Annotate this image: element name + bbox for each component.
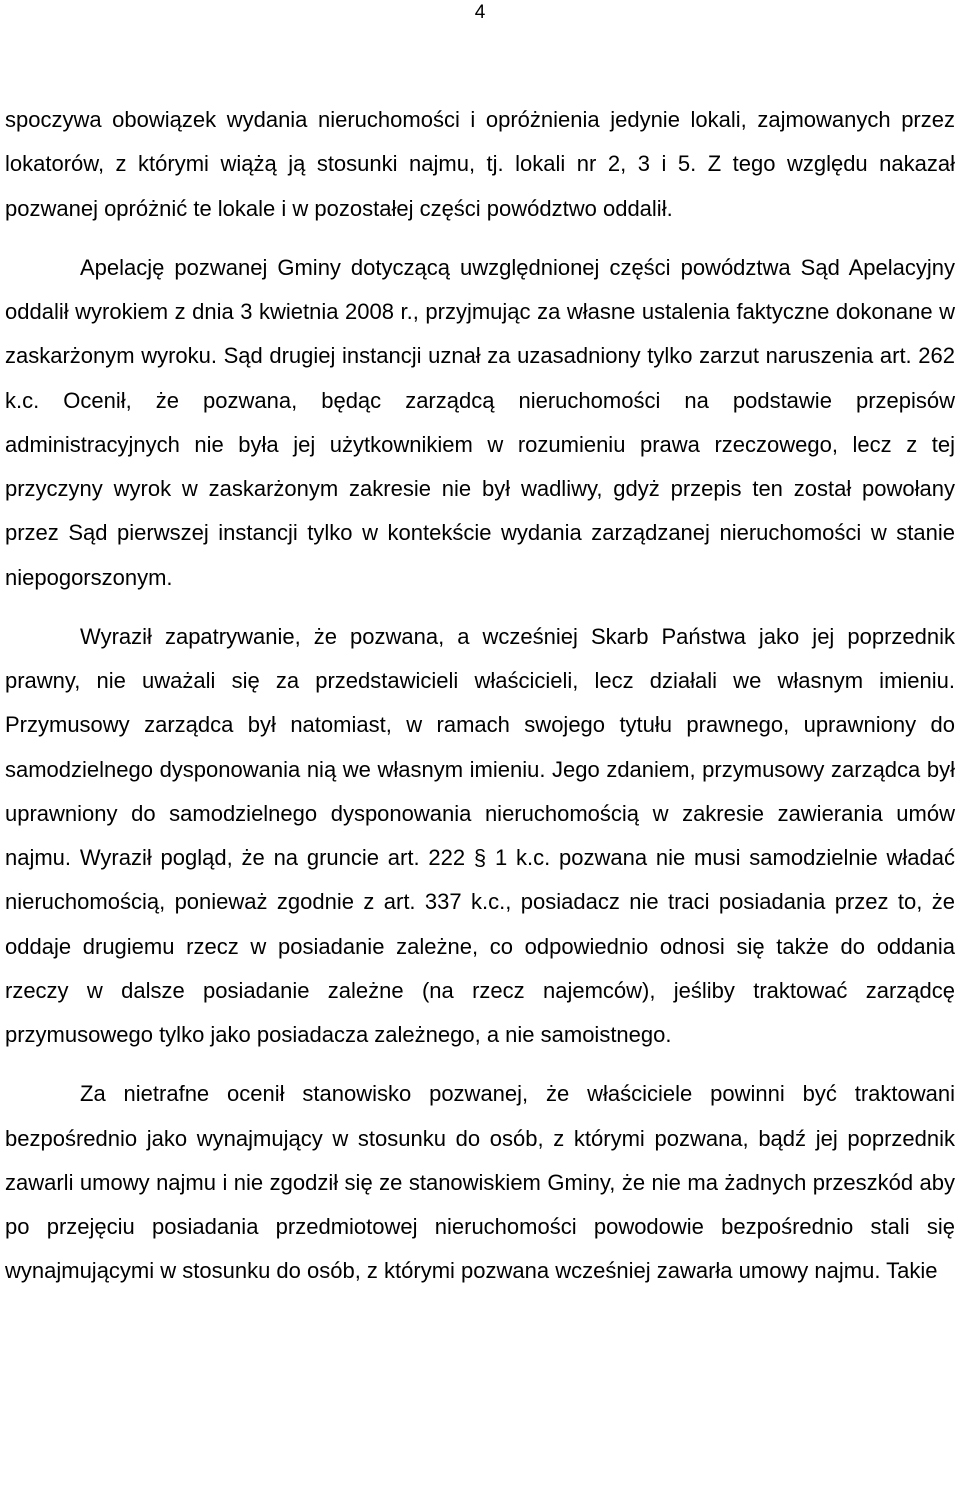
paragraph-2: Apelację pozwanej Gminy dotyczącą uwzględnionej części powództwa Sąd Apelacyjny oddalił wyrokiem z dnia 3 kwietnia 2008 r., przyjmując za własne ustalenia faktyczne dokonane w zaskarżonym wyroku. Sąd drugiej instancji uznał za uzasadniony tylko zarzut naruszenia art. 262 k.c. Ocenił, że pozwana, będąc zarządcą nieruchomości na podstawie przepisów administracyjnych nie była jej użytkownikiem w rozumieniu prawa rzeczowego, lecz z tej przyczyny wyrok w zaskarżonym zakresie nie był wadliwy, gdyż przepis ten został powołany przez Sąd pierwszej instancji tylko w kontekście wydania zarządzanej nieruchomości w stanie niepogorszonym.	[5, 254, 955, 590]
paragraph-1: spoczywa obowiązek wydania nieruchomości i opróżnienia jedynie lokali, zajmowanych przez lokatorów, z którymi wiążą ją stosunki najmu, tj. lokali nr 2, 3 i 5. Z tego względu nakazał pozwanej opróżnić te lokale i w pozostałej części powództwo oddalił.	[5, 107, 955, 221]
document-body	[5, 98, 955, 1294]
page-number: 4	[474, 2, 486, 23]
paragraph-4: Za nietrafne ocenił stanowisko pozwanej, że właściciele powinni być traktowani bezpośrednio jako wynajmujący w stosunku do osób, z którymi pozwana, bądź jej poprzednik zawarli umowy najmu i nie zgodził się ze stanowiskiem Gminy, że nie ma żadnych przeszkód aby po przejęciu posiadania przedmiotowej nieruchomości powodowie bezpośrednio stali się wynajmującymi w stosunku do osób, z którymi pozwana wcześniej zawarła umowy najmu. Takie	[5, 1081, 955, 1284]
paragraph-3: Wyraził zapatrywanie, że pozwana, a wcześniej Skarb Państwa jako jej poprzednik prawny, nie uważali się za przedstawicieli właścicieli, lecz działali we własnym imieniu. Przymusowy zarządca był natomiast, w ramach swojego tytułu prawnego, uprawniony do samodzielnego dysponowania nią we własnym imieniu. Jego zdaniem, przymusowy zarządca był uprawniony do samodzielnego dysponowania nieruchomością w zakresie zawierania umów najmu. Wyraził pogląd, że na gruncie art. 222 § 1 k.c. pozwana nie musi samodzielnie władać nieruchomością, ponieważ zgodnie z art. 337 k.c., posiadacz nie traci posiadania przez to, że oddaje drugiemu rzecz w posiadanie zależne, co odpowiednio odnosi się także do oddania rzeczy w dalsze posiadanie zależne (na rzecz najemców), jeśliby traktować zarządcę przymusowego tylko jako posiadacza zależnego, a nie samoistnego.	[5, 623, 955, 1047]
